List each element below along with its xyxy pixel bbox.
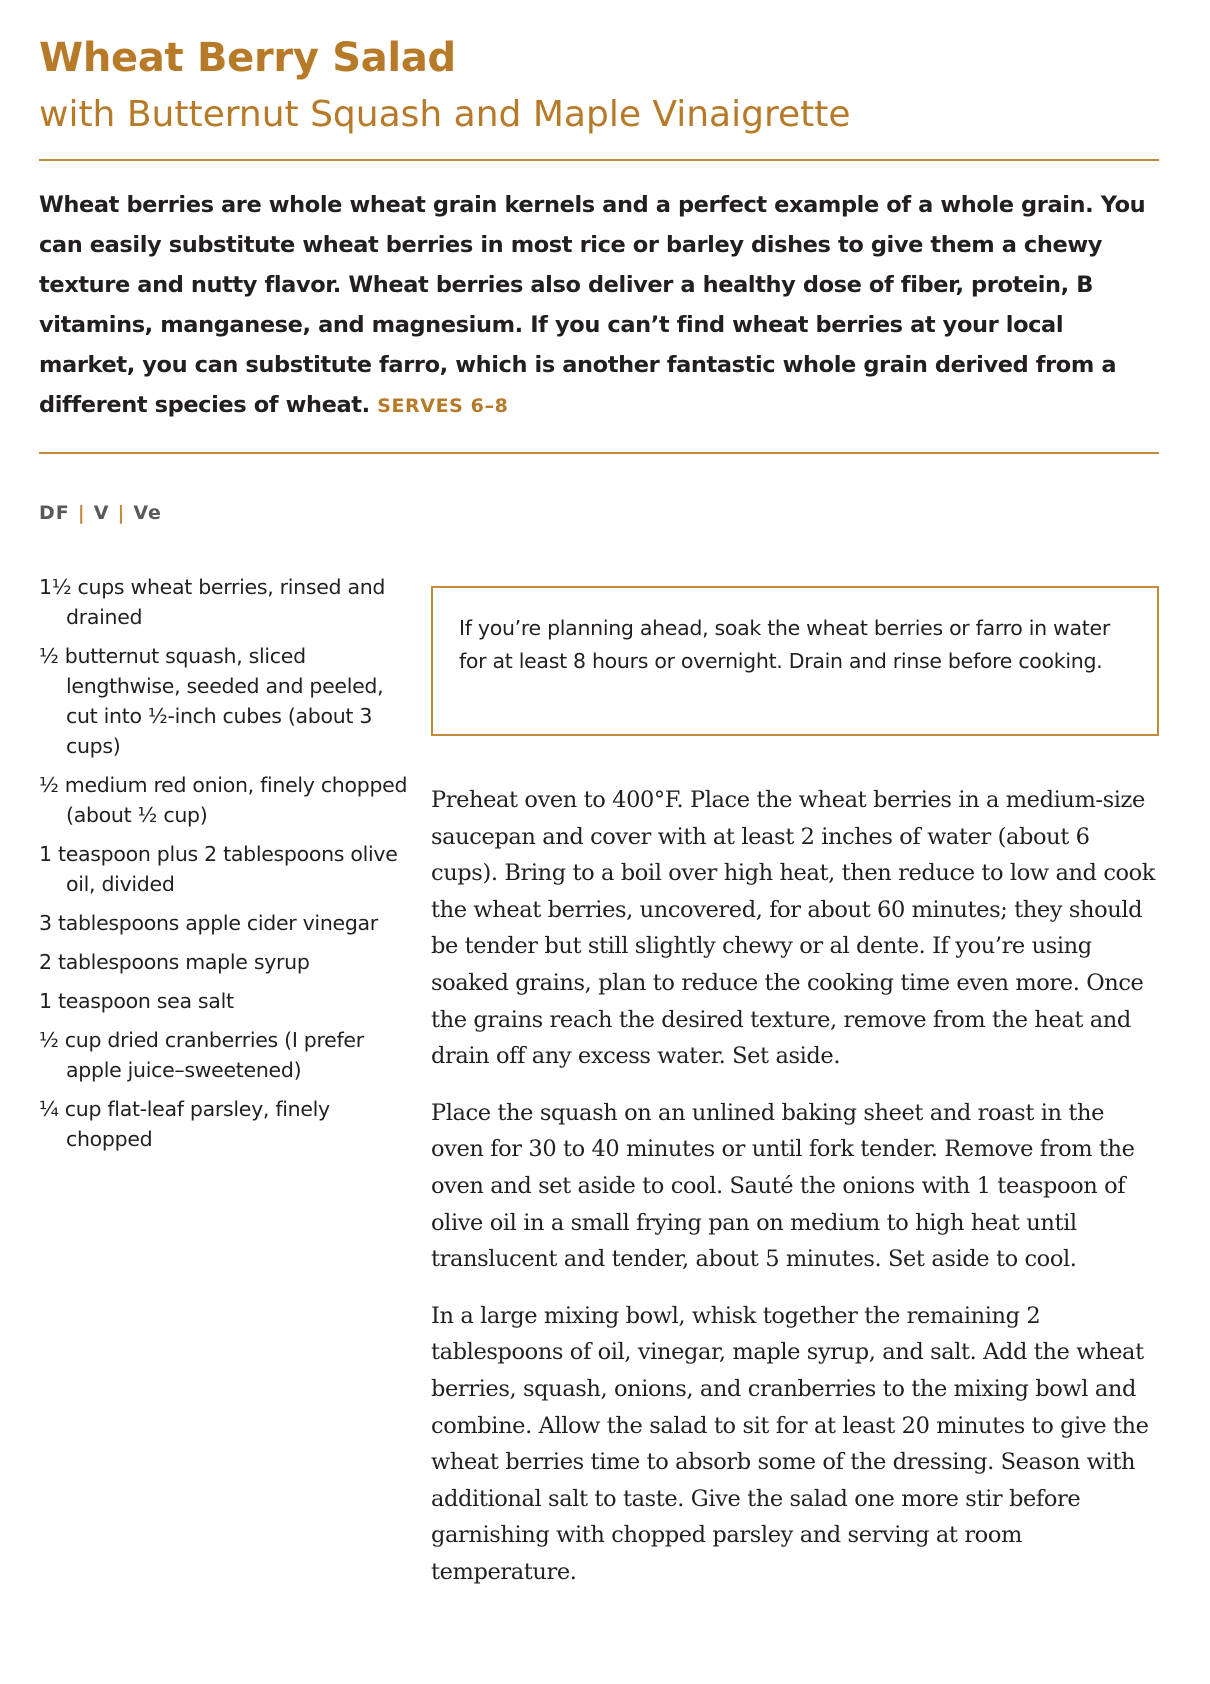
ingredient-item: 1 teaspoon plus 2 tablespoons olive oil, divided: [39, 842, 398, 896]
diet-tag-dairy-free: DF: [39, 502, 70, 524]
middle-divider: [39, 452, 1159, 454]
ingredient-item: ¼ cup flat-leaf parsley, finely chopped: [39, 1097, 330, 1151]
serves-label: SERVES 6–8: [377, 395, 509, 417]
recipe-title: Wheat Berry Salad: [39, 35, 456, 81]
direction-step: Preheat oven to 400°F. Place the wheat berries in a medium-size saucepan and cover with at least 2 inches of water (about 6 cups). Bring to a boil over high heat, then reduce to low and cook the wheat berries, uncovered, for about 60 minutes; they should be tender but still slightly chewy or al dente. If you’re using soaked grains, plan to reduce the cooking time even more. Once the grains reach the desired texture, remove from the heat and drain off any excess water. Set aside.: [431, 787, 1156, 1070]
diet-separator: |: [77, 502, 86, 524]
ingredient-item: 3 tablespoons apple cider vinegar: [39, 911, 378, 935]
ingredient-item: 1½ cups wheat berries, rinsed and drained: [39, 575, 386, 629]
diet-tag-vegan: Ve: [133, 502, 162, 524]
ingredient-item: ½ medium red onion, finely chopped (about ½ cup): [39, 773, 408, 827]
diet-tag-vegetarian: V: [93, 502, 110, 524]
recipe-subtitle: with Butternut Squash and Maple Vinaigrette: [39, 94, 851, 135]
diet-tags: [39, 500, 162, 526]
ingredient-item: ½ cup dried cranberries (I prefer apple juice–sweetened): [39, 1028, 364, 1082]
recipe-page: [39, 30, 1159, 1585]
intro-text: Wheat berries are whole wheat grain kernels and a perfect example of a whole grain. You can easily substitute wheat berries in most rice or barley dishes to give them a chewy texture and nutty flavor. Wheat berries also deliver a healthy dose of fiber, protein, B vitamins, manganese, and magnesium. If you can’t find wheat berries at your local market, you can substitute farro, which is another fantastic whole grain derived from a different species of wheat.: [39, 192, 1146, 418]
directions: [431, 782, 1161, 1610]
ingredient-item: 1 teaspoon sea salt: [39, 989, 234, 1013]
direction-step: Place the squash on an unlined baking sheet and roast in the oven for 30 to 40 minutes or until fork tender. Remove from the oven and set aside to cool. Sauté the onions with 1 teaspoon of olive oil in a small frying pan on medium to high heat until translucent and tender, about 5 minutes. Set aside to cool.: [431, 1099, 1135, 1273]
diet-separator: |: [117, 502, 126, 524]
ingredient-list: [39, 572, 419, 1163]
ingredient-item: 2 tablespoons maple syrup: [39, 950, 310, 974]
tip-box: If you’re planning ahead, soak the wheat berries or farro in water for at least 8 hours or overnight. Drain and rinse before cooking.: [431, 586, 1159, 736]
direction-step: In a large mixing bowl, whisk together the remaining 2 tablespoons of oil, vinegar, maple syrup, and salt. Add the wheat berries, squash, onions, and cranberries to the mixing bowl and combine. Allow the salad to sit for at least 20 minutes to give the wheat berries time to absorb some of the dressing. Season with additional salt to taste. Give the salad one more stir before garnishing with chopped parsley and serving at room temperature.: [431, 1302, 1149, 1585]
ingredient-item: ½ butternut squash, sliced lengthwise, seeded and peeled, cut into ½-inch cubes (about 3 cups): [39, 644, 384, 758]
recipe-intro: [39, 185, 1159, 426]
top-divider: [39, 159, 1159, 161]
